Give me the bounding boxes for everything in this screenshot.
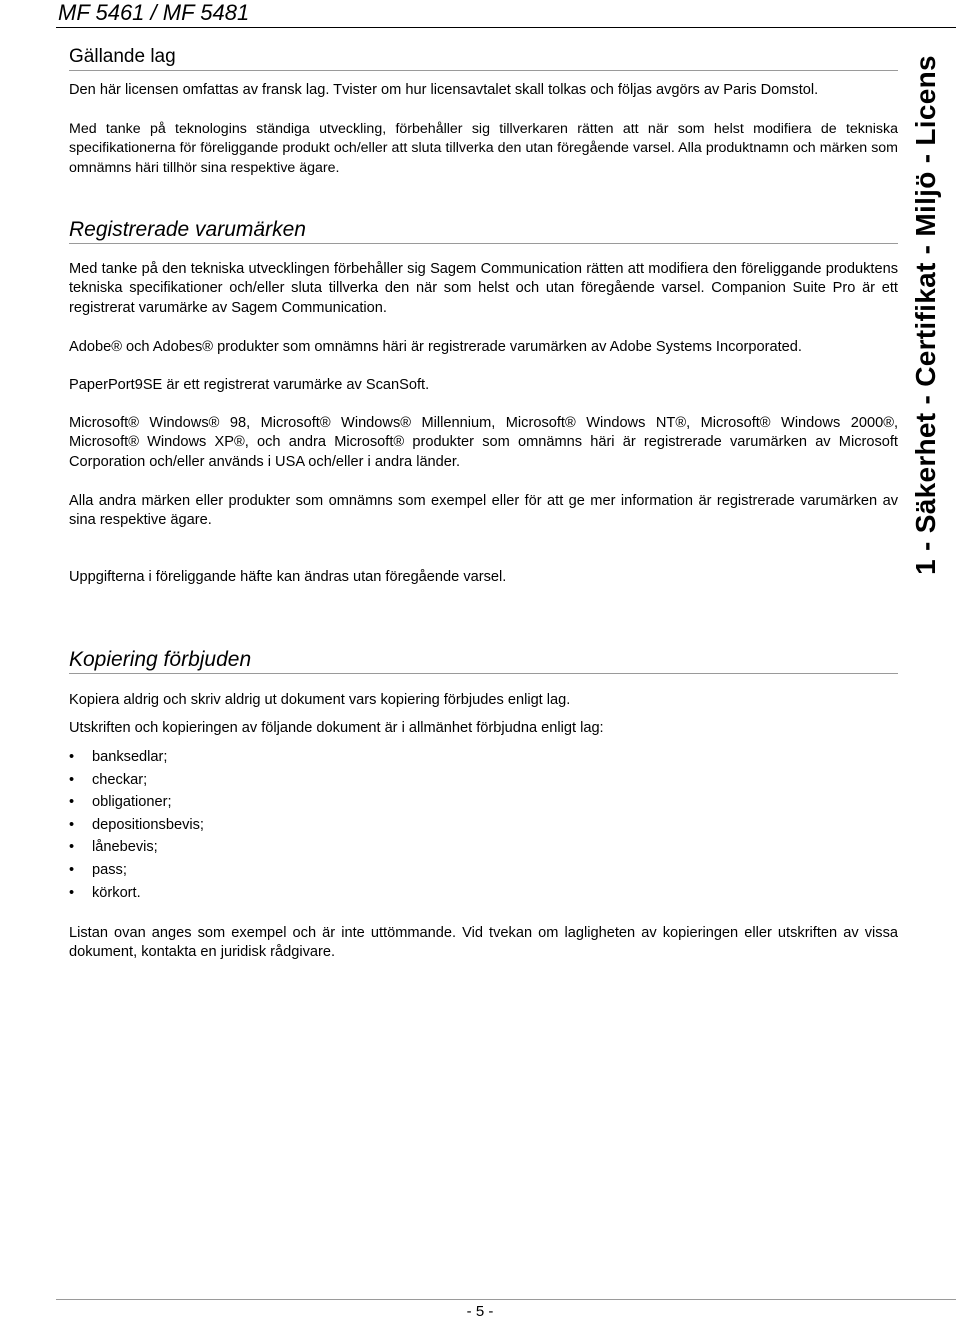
list-item [69, 769, 204, 792]
prohibited-documents-list [69, 746, 204, 904]
list-item [69, 746, 204, 769]
heading-trademarks: Registrerade varumärken [69, 217, 898, 244]
chapter-side-tab-label: 1 - Säkerhet - Certifikat - Miljö - Licens [910, 54, 941, 575]
list-item-text: lånebevis; [92, 839, 158, 856]
list-item-text: obligationer; [92, 794, 172, 811]
bullet-icon: • [69, 839, 75, 856]
bullet-icon: • [69, 771, 75, 788]
paragraph-trademarks-4: Microsoft® Windows® 98, Microsoft® Windows® Millennium, Microsoft® Windows NT®, Microsoft® Windows 2000®, Microsoft® Windows XP®, och andra Microsoft® produkter som omnämns häri är registrerade varumärken av Microsoft Corporation och/eller används i USA och/eller i andra länder. [69, 415, 898, 470]
header-divider [56, 27, 956, 28]
paragraph-trademarks-1: Med tanke på den tekniska utvecklingen förbehåller sig Sagem Communication rätten att modifiera den föreliggande produktens tekniska specifikationer och/eller sluta tillverka den när som helst och utan föregående varsel. Companion Suite Pro är ett registrerat varumärke av Sagem Communication. [69, 261, 898, 316]
heading-applicable-law: Gällande lag [69, 46, 898, 71]
paragraph-copy-prohibited-2: Utskriften och kopieringen av följande dokument är i allmänhet förbjudna enligt lag: [69, 720, 604, 736]
paragraph-trademarks-3: PaperPort9SE är ett registrerat varumärke av ScanSoft. [69, 377, 430, 393]
list-item-text: pass; [92, 861, 127, 878]
list-item-text: körkort. [92, 884, 141, 901]
chapter-side-tab [908, 52, 944, 577]
list-item [69, 836, 204, 859]
paragraph-copy-prohibited-closing: Listan ovan anges som exempel och är inte uttömmande. Vid tvekan om lagligheten av kopieringen eller utskriften av vissa dokument, kontakta en juridisk rådgivare. [69, 925, 898, 961]
bullet-icon: • [69, 861, 75, 878]
list-item [69, 814, 204, 837]
paragraph-applicable-law-2: Med tanke på teknologins ständiga utveckling, förbehåller sig tillverkaren rätten att när som helst modifiera de tekniska specifikationerna för föreliggande produkt och/eller att sluta tillverka den utan föregående varsel. Alla produktnamn och märken som omnämns häri tillhör sina respektive ägare. [69, 121, 898, 176]
list-item [69, 859, 204, 882]
heading-copy-prohibited: Kopiering förbjuden [69, 647, 898, 674]
footer-divider [56, 1299, 956, 1300]
bullet-icon: • [69, 749, 75, 765]
list-item [69, 882, 204, 905]
bullet-icon: • [69, 794, 75, 811]
paragraph-trademarks-5: Alla andra märken eller produkter som omnämns som exempel eller för att ge mer information är registrerade varumärken av sina respektive ägare. [69, 493, 898, 529]
bullet-icon: • [69, 816, 75, 833]
page-number: - 5 - [466, 1303, 494, 1320]
list-item [69, 791, 204, 814]
document-header-title: MF 5461 / MF 5481 [58, 0, 250, 25]
paragraph-trademarks-2: Adobe® och Adobes® produkter som omnämns häri är registrerade varumärken av Adobe Systems Incorporated. [69, 339, 802, 355]
bullet-icon: • [69, 884, 75, 901]
paragraph-trademarks-6: Uppgifterna i föreliggande häfte kan ändras utan föregående varsel. [69, 569, 507, 585]
paragraph-applicable-law-1: Den här licensen omfattas av fransk lag. Tvister om hur licensavtalet skall tolkas och följas avgörs av Paris Domstol. [69, 82, 819, 98]
list-item-text: banksedlar; [92, 749, 168, 765]
list-item-text: depositionsbevis; [92, 816, 204, 833]
paragraph-copy-prohibited-1: Kopiera aldrig och skriv aldrig ut dokument vars kopiering förbjudes enligt lag. [69, 692, 571, 708]
list-item-text: checkar; [92, 771, 148, 788]
